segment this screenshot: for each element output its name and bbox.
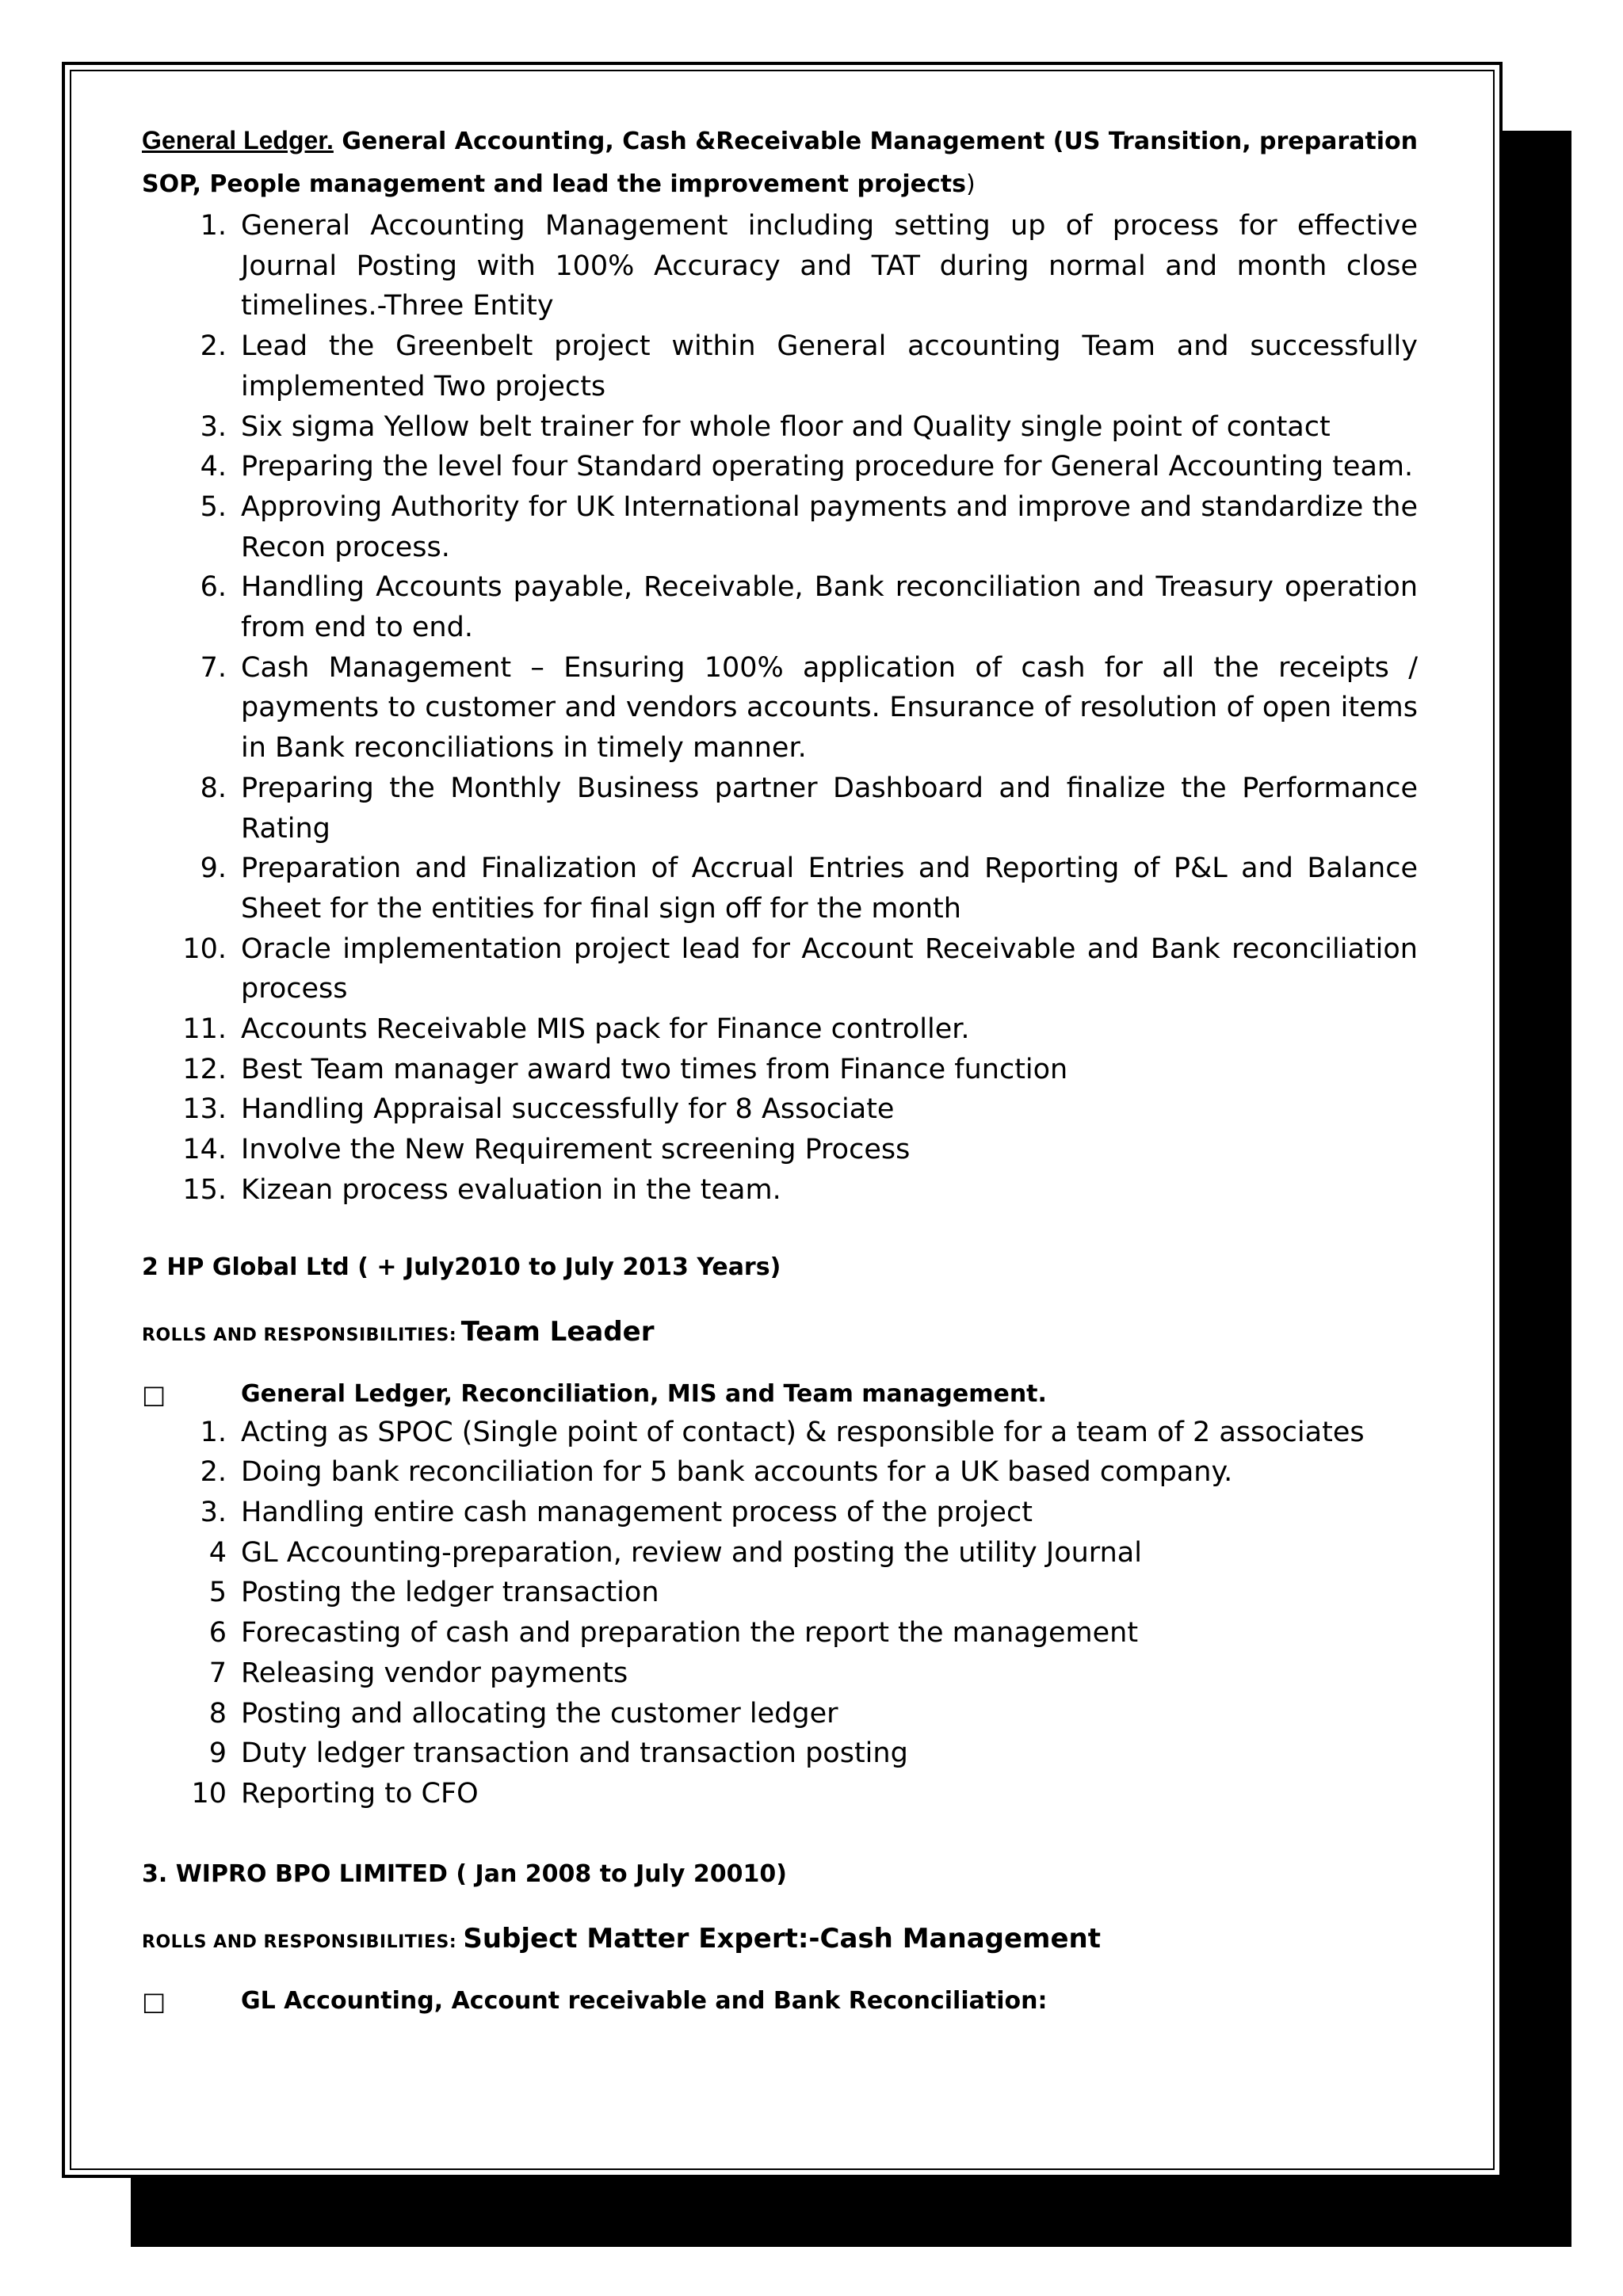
list-item-text: Six sigma Yellow belt trainer for whole floor and Quality single point of contact — [241, 410, 1331, 443]
list-item-text: Best Team manager award two times from Finance function — [241, 1053, 1068, 1085]
list-item — [142, 769, 1418, 849]
responsibilities-list-2 — [142, 1413, 1418, 1814]
wipro-bullet-text: GL Accounting, Account receivable and Bank Reconciliation: — [241, 1987, 1048, 2016]
general-ledger-label: General Ledger. — [142, 126, 334, 154]
list-item-text: GL Accounting-preparation, review and posting the utility Journal — [241, 1536, 1142, 1569]
list-item-number: 9. — [200, 852, 227, 885]
list-item-text: Involve the New Requirement screening Process — [241, 1134, 911, 1166]
list-item — [142, 1653, 1418, 1694]
list-item-number: 8 — [208, 1697, 227, 1730]
list-item-text: Reporting to CFO — [241, 1777, 479, 1810]
list-item-text: Approving Authority for UK International payments and improve and standardize the Recon process. — [241, 490, 1418, 563]
list-item-number: 2. — [200, 330, 227, 363]
list-item — [142, 1533, 1418, 1573]
list-item-number: 1. — [200, 210, 227, 242]
list-item — [142, 849, 1418, 929]
roles-hp — [142, 1316, 1418, 1348]
list-item-number: 13. — [182, 1093, 227, 1126]
list-item-text: Cash Management – Ensuring 100% application of cash for all the receipts / payments to customer and vendors accounts. Ensurance of resolution of open items in Bank reconciliations in timely manner. — [241, 651, 1418, 765]
list-item — [142, 1089, 1418, 1130]
list-item-text: Doing bank reconciliation for 5 bank accounts for a UK based company. — [241, 1456, 1233, 1489]
list-item — [142, 407, 1418, 448]
list-item-text: Posting the ledger transaction — [241, 1577, 659, 1609]
section-heading-close: ) — [965, 170, 976, 198]
list-item-text: Accounts Receivable MIS pack for Finance controller. — [241, 1013, 970, 1046]
list-item — [142, 1733, 1418, 1774]
company-hp: 2 HP Global Ltd ( + July2010 to July 2013 Years) — [142, 1253, 781, 1281]
list-item — [142, 447, 1418, 487]
list-item — [142, 1774, 1418, 1814]
list-item-text: Duty ledger transaction and transaction posting — [241, 1737, 908, 1770]
list-item — [142, 206, 1418, 326]
resume-content — [142, 119, 1418, 2016]
hp-bullet-text: General Ledger, Reconciliation, MIS and Team management. — [241, 1380, 1047, 1409]
list-item — [142, 1413, 1418, 1453]
list-item-number: 5. — [200, 490, 227, 523]
list-item — [142, 1493, 1418, 1533]
list-item-number: 9 — [208, 1737, 227, 1770]
list-item — [142, 567, 1418, 647]
list-item — [142, 326, 1418, 406]
list-item — [142, 1050, 1418, 1090]
list-item — [142, 1452, 1418, 1493]
wipro-bullet-heading — [142, 1986, 1418, 2016]
role-title: Subject Matter Expert:-Cash Management — [463, 1922, 1101, 1955]
list-item — [142, 1613, 1418, 1653]
section-heading-text: General Accounting, Cash &Receivable Management (US Transition, preparation SOP, People management and lead the improvement projects — [142, 128, 1418, 198]
list-item-text: Handling Appraisal successfully for 8 Associate — [241, 1093, 895, 1126]
list-item-number: 12. — [182, 1053, 227, 1085]
roles-label: ROLLS AND RESPONSIBILITIES: — [142, 1325, 457, 1345]
list-item — [142, 1170, 1418, 1211]
list-item-number: 5 — [208, 1577, 227, 1609]
list-item-number: 11. — [182, 1013, 227, 1046]
list-item-text: Releasing vendor payments — [241, 1657, 628, 1689]
company-wipro: 3. WIPRO BPO LIMITED ( Jan 2008 to July 20010) — [142, 1859, 787, 1888]
list-item-number: 6 — [208, 1617, 227, 1650]
responsibilities-list-1 — [142, 206, 1418, 1211]
list-item-text: Handling entire cash management process of the project — [241, 1496, 1033, 1528]
list-item-number: 4 — [208, 1536, 227, 1569]
list-item — [142, 1694, 1418, 1734]
list-item-text: Handling Accounts payable, Receivable, Bank reconciliation and Treasury operation from end to end. — [241, 571, 1418, 644]
list-item-number: 1. — [200, 1416, 227, 1448]
checkbox-bullet-icon: □ — [142, 1379, 166, 1409]
list-item-number: 6. — [200, 571, 227, 604]
hp-bullet-heading — [142, 1379, 1418, 1409]
list-item-number: 15. — [182, 1173, 227, 1206]
roles-label: ROLLS AND RESPONSIBILITIES — [142, 1932, 449, 1952]
list-item-text: Posting and allocating the customer ledger — [241, 1697, 838, 1730]
list-item-text: General Accounting Management including setting up of process for effective Journal Posting with 100% Accuracy and TAT during normal and month close timelines.-Three Entity — [241, 210, 1418, 322]
list-item-number: 3. — [200, 410, 227, 443]
list-item-number: 14. — [182, 1134, 227, 1166]
list-item-text: Kizean process evaluation in the team. — [241, 1173, 781, 1206]
role-title: Team Leader — [460, 1315, 655, 1348]
list-item-number: 4. — [200, 451, 227, 483]
list-item-text: Preparation and Finalization of Accrual Entries and Reporting of P&L and Balance Sheet for the entities for final sign off for the month — [241, 852, 1418, 925]
checkbox-bullet-icon: □ — [142, 1985, 166, 2016]
list-item — [142, 487, 1418, 567]
roles-wipro — [142, 1923, 1418, 1955]
list-item — [142, 929, 1418, 1009]
list-item — [142, 1573, 1418, 1613]
roles-separator: : — [449, 1932, 464, 1952]
list-item-text: Preparing the level four Standard operating procedure for General Accounting team. — [241, 451, 1414, 483]
list-item-number: 3. — [200, 1496, 227, 1528]
list-item — [142, 648, 1418, 769]
list-item-text: Oracle implementation project lead for Account Receivable and Bank reconciliation process — [241, 933, 1418, 1005]
list-item-number: 10. — [182, 933, 227, 965]
list-item — [142, 1130, 1418, 1170]
list-item-number: 2. — [200, 1456, 227, 1489]
section-heading — [142, 119, 1418, 206]
list-item-text: Lead the Greenbelt project within General accounting Team and successfully implemented Two projects — [241, 330, 1418, 402]
list-item-text: Preparing the Monthly Business partner Dashboard and finalize the Performance Rating — [241, 772, 1418, 845]
list-item — [142, 1009, 1418, 1050]
list-item-number: 7 — [208, 1657, 227, 1689]
list-item-number: 10 — [191, 1777, 227, 1810]
list-item-text: Acting as SPOC (Single point of contact) & responsible for a team of 2 associates — [241, 1416, 1365, 1448]
list-item-number: 7. — [200, 651, 227, 684]
list-item-number: 8. — [200, 772, 227, 804]
list-item-text: Forecasting of cash and preparation the report the management — [241, 1617, 1139, 1650]
